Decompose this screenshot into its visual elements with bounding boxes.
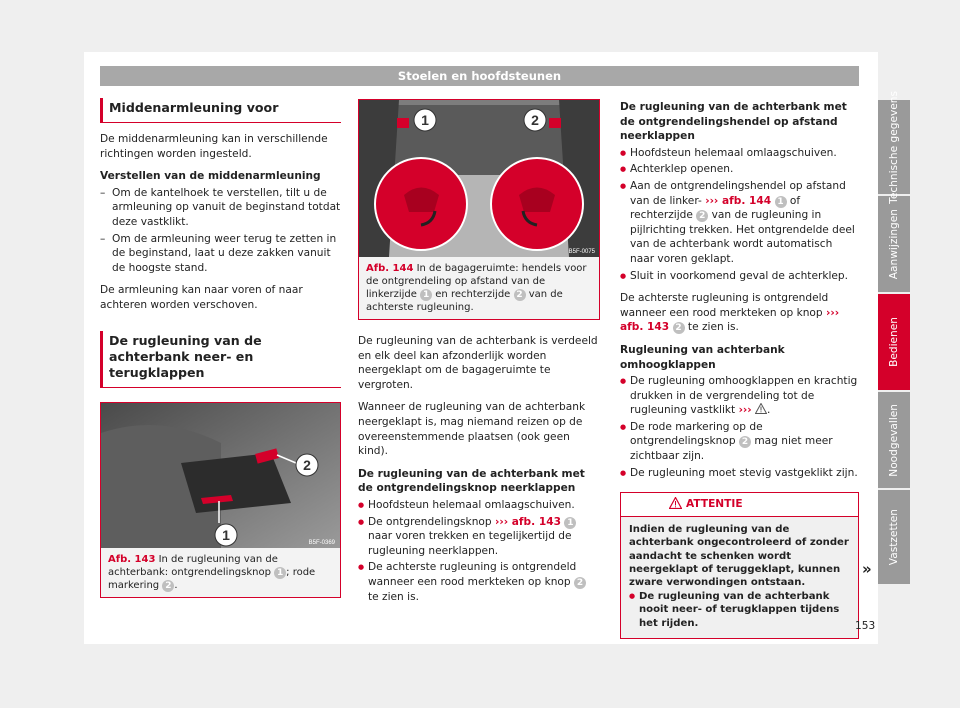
- warning-body: [621, 517, 858, 638]
- figure-144-code: B5F-0075: [568, 249, 595, 255]
- bullet-item: ● De achterste rugleuning is ontgrendeld wanneer een rood merkteken op knop 2 te zien is.: [358, 560, 600, 604]
- tab-bedienen[interactable]: Bedienen: [878, 294, 910, 390]
- caption-text: In de rugleuning van de achterbank: ontgrendelingsknop: [108, 553, 278, 578]
- section-title-backrest: De rugleuning van de achterbank neer- en terugklappen: [100, 331, 341, 388]
- section-title-armrest: Middenarmleuning voor: [100, 98, 341, 123]
- tab-aanwijzingen[interactable]: Aanwijzingen: [878, 196, 910, 292]
- warning-header: [621, 493, 858, 517]
- warning-reference-link[interactable]: ›››: [738, 404, 752, 417]
- bullet-item: ● Achterklep openen.: [620, 162, 859, 177]
- callout-number: 2: [574, 577, 586, 589]
- subheading-remote-lever: De rugleuning van de achterbank met de ontgrendelingshendel op afstand neerklappen: [620, 101, 847, 143]
- figure-reference-link[interactable]: ››› afb. 143: [620, 306, 840, 334]
- subheading-fold-up: Rugleuning van achterbank omhoogklappen: [620, 343, 785, 371]
- caption-text: In de bagageruimte: hendels voor de ontgrendeling op afstand van de linkerzijde: [366, 263, 587, 300]
- subheading-fold-button: De rugleuning van de achterbank met de ontgrendelingsknop neerklappen: [358, 467, 585, 495]
- figure-144-callout-2: 2: [531, 112, 539, 128]
- column-left: [100, 98, 341, 598]
- bullet-item: ● Hoofdsteun helemaal omlaagschuiven.: [620, 146, 859, 161]
- callout-number: 2: [673, 322, 685, 334]
- caption-text: en rechterzijde: [435, 289, 511, 300]
- figure-143-callout-2: 2: [303, 456, 311, 473]
- tab-technische-gegevens[interactable]: Technische gegevens: [878, 100, 910, 194]
- figure-144-caption: [359, 257, 599, 319]
- column-right: [620, 100, 859, 639]
- warning-box: [620, 492, 859, 639]
- armrest-shift-text: De armleuning kan naar voren of naar achteren worden verschoven.: [100, 284, 303, 311]
- tab-vastzetten[interactable]: Vastzetten: [878, 490, 910, 584]
- bullet-item: ● Sluit in voorkomend geval de achterklep.: [620, 269, 859, 284]
- bullet-item: ● De rode markering op de ontgrendelingsknop 2 mag niet meer zichtbaar zijn.: [620, 420, 859, 464]
- callout-number: 2: [162, 580, 174, 592]
- chapter-sidebar: [878, 90, 910, 586]
- chapter-header: Stoelen en hoofdsteunen: [100, 66, 859, 86]
- page-number: 153: [855, 620, 876, 632]
- dash-item: – Om de armleuning weer terug te zetten in de beginstand, laat u deze zakken vanuit de hoogste stand.: [100, 232, 341, 276]
- column-middle: [358, 99, 600, 606]
- caption-text: van de achterste rugleuning.: [366, 289, 563, 313]
- callout-number: 1: [420, 289, 432, 301]
- backrest-split-text: De rugleuning van de achterbank is verdeeld en elk deel kan afzonderlijk worden neergeklapt om de bagageruimte te vergroten.: [358, 335, 598, 391]
- subheading-adjust: Verstellen van de middenarmleuning: [100, 170, 321, 183]
- figure-144-callout-1: 1: [421, 112, 429, 128]
- bullet-item: ● De rugleuning moet stevig vastgeklikt zijn.: [620, 466, 859, 481]
- tab-noodgevallen[interactable]: Noodgevallen: [878, 392, 910, 488]
- figure-143-code: B5F-0369: [308, 539, 335, 546]
- figure-reference-link[interactable]: ››› afb. 143: [495, 515, 561, 528]
- caption-text: ; rode markering: [108, 566, 316, 591]
- warning-text: Indien de rugleuning van de achterbank ongecontroleerd of zonder aandacht te schenken wordt neergeklapt of teruggeklapt, kunnen zware verwondingen ontstaan.: [629, 523, 849, 589]
- unlock-indicator-text: De achterste rugleuning is ontgrendeld wanneer een rood merkteken op knop ››› afb. 143 2 te zien is.: [620, 292, 840, 334]
- bullet-item: ● Hoofdsteun helemaal omlaagschuiven.: [358, 498, 600, 513]
- dash-item: – Om de kantelhoek te verstellen, tilt u de armleuning op vanuit de beginstand totdat deze vastklikt.: [100, 186, 341, 230]
- callout-number: 2: [739, 436, 751, 448]
- callout-number: 1: [775, 196, 787, 208]
- warning-bullet: ● De rugleuning van de achterbank nooit neer- of terugklappen tijdens het rijden.: [629, 590, 850, 630]
- caption-text: .: [174, 579, 178, 591]
- warning-triangle-icon: [669, 497, 682, 509]
- callout-number: 2: [514, 289, 526, 301]
- figure-144-label: Afb. 144: [366, 263, 414, 274]
- figure-144-illustration: [359, 100, 599, 257]
- bullet-item: ● De ontgrendelingsknop ››› afb. 143 1 naar voren trekken en tegelijkertijd de rugleuning neerklappen.: [358, 515, 600, 559]
- callout-number: 1: [274, 567, 286, 579]
- figure-143-caption: [101, 548, 340, 597]
- figure-143: [100, 402, 341, 598]
- figure-143-callout-1: 1: [222, 526, 230, 543]
- callout-number: 1: [564, 517, 576, 529]
- backrest-warning-text: Wanneer de rugleuning van de achterbank neergeklapt is, mag niemand reizen op de overeenstemmende plaatsen (ook geen kind).: [358, 401, 586, 458]
- figure-143-illustration: [101, 403, 340, 548]
- figure-reference-link[interactable]: ››› afb. 144: [705, 194, 772, 207]
- callout-number: 2: [696, 210, 708, 222]
- bullet-item: ● Aan de ontgrendelingshendel op afstand van de linker- ››› afb. 144 1 of rechterzijde 2 van de rugleuning in pijlrichting trekken. Het ontgrendelde deel van de achterbank wordt automatisch naar voren geklapt.: [620, 179, 859, 267]
- intro-text: De middenarmleuning kan in verschillende richtingen worden ingesteld.: [100, 133, 328, 160]
- warning-title: ATTENTIE: [686, 498, 743, 511]
- figure-143-label: Afb. 143: [108, 553, 156, 565]
- bullet-item: ● De rugleuning omhoogklappen en krachtig drukken in de vergrendeling tot de rugleuning vastklikt ››› .: [620, 374, 859, 418]
- figure-144: [358, 99, 600, 320]
- continue-chevron-icon: »: [862, 560, 872, 578]
- warning-triangle-icon: [755, 403, 767, 414]
